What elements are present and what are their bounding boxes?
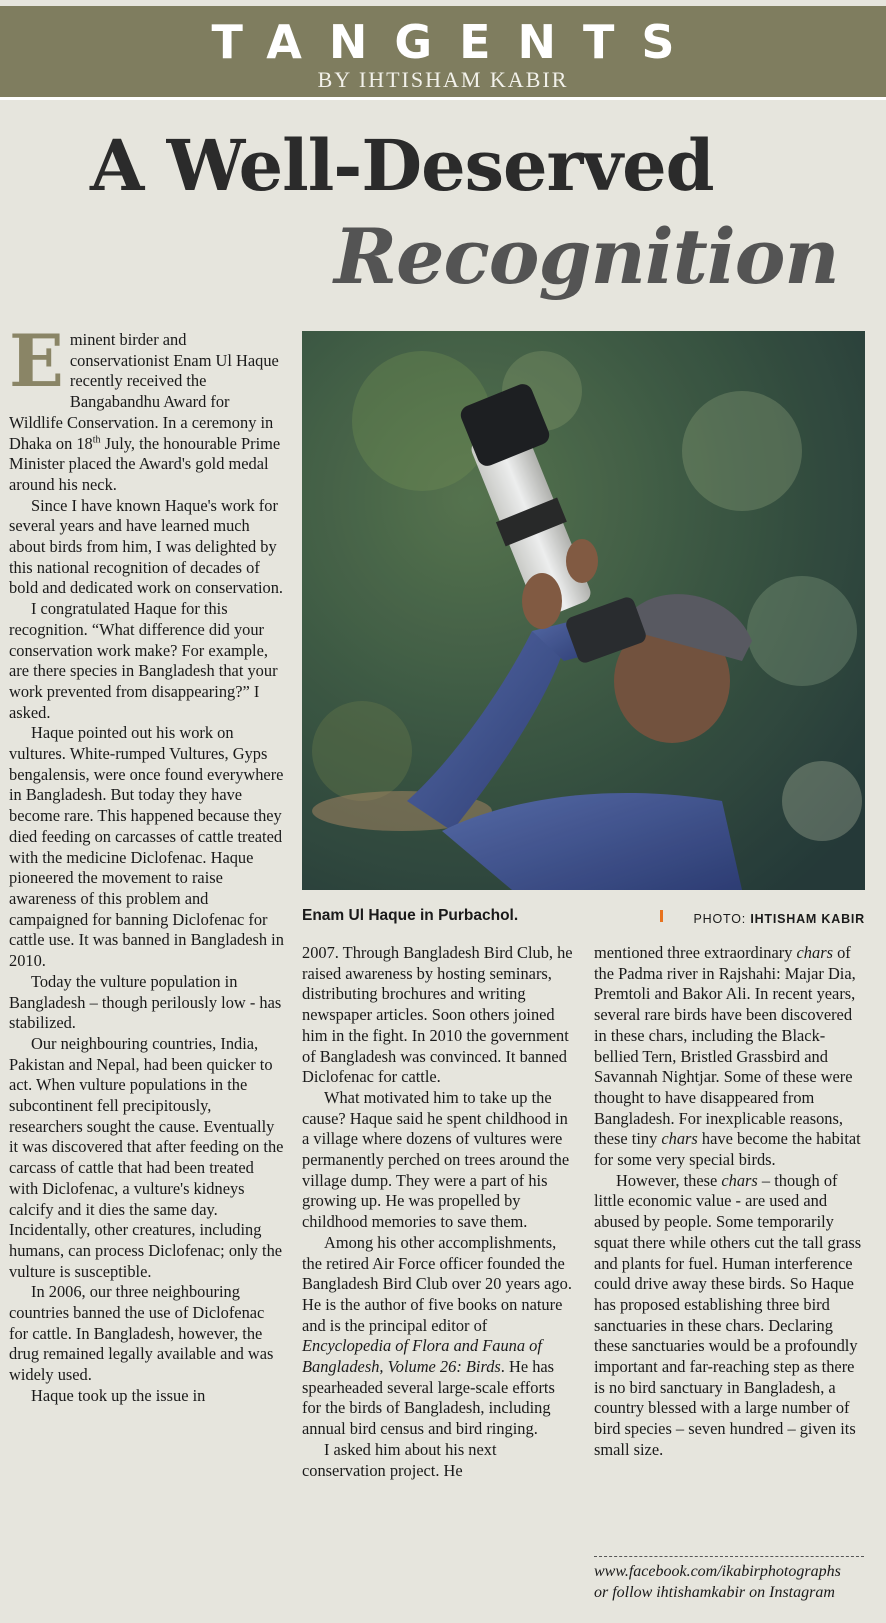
article-column-2 (302, 943, 576, 1481)
credit-divider (660, 910, 663, 922)
article-column-1 (9, 318, 284, 1407)
paragraph-6: Our neighbouring countries, India, Pakistan and Nepal, had been quicker to act. When vulture populations in the subcontinent fell precipitously, researchers sought the cause. Eventually it was discovered that after feeding on the carcass of cattle that had been treated with Diclofenac, a vulture's kidneys calcify and it dies the same day. Incidentally, other creatures, including humans, can process Diclofenac; only the vulture is susceptible. (9, 1033, 284, 1281)
paragraph-8: Haque took up the issue in (31, 1385, 206, 1405)
paragraph-10: What motivated him to take up the cause? Haque said he spent childhood in a village where dozens of vultures were permanently perched on trees around the village dump. They were a part of his growing up. He was propelled by childhood memories to save them. (302, 1087, 570, 1232)
drop-cap: E (9, 318, 64, 403)
paragraph-5: Today the vulture population in Bangladesh – though perilously low - has stabilized. (9, 971, 282, 1033)
facebook-link: www.facebook.com/ikabirphotographs (594, 1563, 841, 1580)
paragraph-1: Eminent birder and conservationist Enam Ul Haque recently received the Bangabandhu Award for Wildlife Conservation. In a ceremony in Dhaka on 18th July, the honourable Prime Minister placed the Award's gold medal around his neck. (9, 318, 281, 494)
paragraph-14: However, these chars – though of little economic value - are used and abused by people. Some temporarily squat there while others cut the tall grass and plants for fuel. Human interference could drive away these birds. So Haque has proposed establishing three bird sanctuaries in these chars. Declaring these sanctuaries would be a profoundly important and far-reaching step as there is no bird sanctuary in Bangladesh, a country blessed with a large number of bird species – seven hundred – given its small size. (594, 1170, 862, 1459)
paragraph-7: In 2006, our three neighbouring countries banned the use of Diclofenac for cattle. In Bangladesh, however, the drug remained legally available and was widely used. (9, 1282, 274, 1385)
paragraph-12: I asked him about his next conservation project. He (302, 1439, 497, 1480)
signature-divider (594, 1556, 864, 1557)
headline-line-1: A Well-Deserved (90, 124, 714, 207)
photograph (302, 331, 865, 890)
paragraph-2: Since I have known Haque's work for several years and have learned much about birds from him, I was delighted by this national recognition of decades of bold and dedicated work on conservation. (9, 495, 284, 598)
paragraph-3: I congratulated Haque for this recognition. “What difference did your conservation work make? For example, are there species in Bangladesh that your work prevented from disappearing?” I asked. (9, 599, 278, 722)
masthead-title: TANGENTS (211, 15, 702, 69)
instagram-note: or follow ihtishamkabir on Instagram (594, 1583, 835, 1601)
header-rule (0, 97, 886, 100)
headline-line-2: Recognition (334, 212, 839, 301)
photo-caption: Enam Ul Haque in Purbachol. (302, 907, 519, 924)
author-signature (594, 1562, 841, 1603)
paragraph-4: Haque pointed out his work on vultures. White-rumped Vultures, Gyps bengalensis, were once found everywhere in Bangladesh. But today they have become rare. This happened because they died feeding on carcasses of cattle treated with the medicine Diclofenac. Haque pioneered the movement to raise awareness of this problem and campaigned for banning Diclofenac for cattle use. It was banned in Bangladesh in 2010. (9, 723, 284, 971)
paragraph-9: 2007. Through Bangladesh Bird Club, he raised awareness by hosting seminars, distributing brochures and writing newspaper articles. Soon others joined him in the fight. In 2010 the government of Bangladesh was convinced. It banned Diclofenac for cattle. (302, 943, 573, 1087)
masthead-banner (0, 6, 886, 97)
photo-credit: PHOTO: IHTISHAM KABIR (693, 912, 865, 926)
paragraph-11: Among his other accomplishments, the retired Air Force officer founded the Bangladesh Bird Club over 20 years ago. He is the author of five books on nature and is the principal editor of Encyclopedia of Flora and Fauna of Bangladesh, Volume 26: Birds. He has spearheaded several large-scale efforts for the birds of Bangladesh, including annual bird census and bird ringing. (302, 1232, 572, 1439)
article-column-3 (594, 943, 867, 1461)
masthead-byline: BY IHTISHAM KABIR (317, 67, 569, 92)
paragraph-13: mentioned three extraordinary chars of the Padma river in Rajshahi: Majar Dia, Premtoli and Bakor Ali. In recent years, several rare birds have been discovered in these chars, including the Black-bellied Tern, Bristled Grassbird and Savannah Nightjar. Some of these were thought to have disappeared from Bangladesh. For inexplicable reasons, these tiny chars have become the habitat for some very special birds. (594, 943, 861, 1170)
